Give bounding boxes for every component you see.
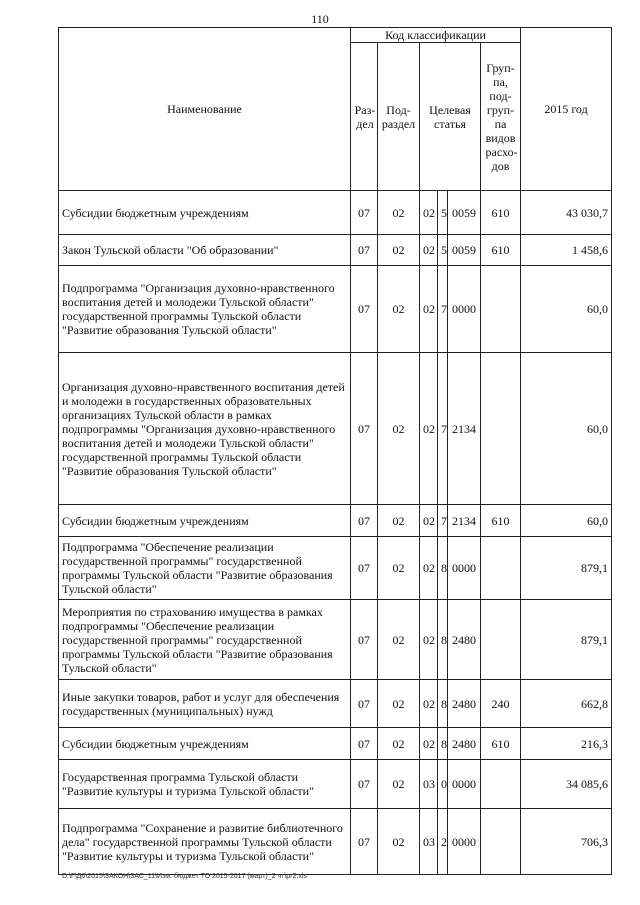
row-target-subprogram: 5 <box>438 191 448 235</box>
row-subsection: 02 <box>378 680 420 728</box>
table-row <box>59 728 612 760</box>
row-target-subprogram: 8 <box>438 537 448 600</box>
row-expense-group: 610 <box>481 235 521 266</box>
row-amount: 60,0 <box>521 505 612 537</box>
row-subsection: 02 <box>378 728 420 760</box>
row-amount: 662,8 <box>521 680 612 728</box>
row-subsection: 02 <box>378 600 420 680</box>
row-amount: 60,0 <box>521 353 612 505</box>
row-amount: 706,3 <box>521 809 612 875</box>
header-code: Код классификации <box>351 28 521 43</box>
row-target-item: 0000 <box>448 537 481 600</box>
row-target-subprogram: 5 <box>438 235 448 266</box>
row-section: 07 <box>351 235 378 266</box>
row-target-item: 2134 <box>448 353 481 505</box>
row-subsection: 02 <box>378 505 420 537</box>
table-row <box>59 537 612 600</box>
row-section: 07 <box>351 809 378 875</box>
row-section: 07 <box>351 353 378 505</box>
row-target-item: 2134 <box>448 505 481 537</box>
row-target-program: 02 <box>420 191 438 235</box>
row-amount: 1 458,6 <box>521 235 612 266</box>
row-section: 07 <box>351 760 378 809</box>
table-row <box>59 760 612 809</box>
budget-table <box>58 27 612 875</box>
header-subsection <box>378 43 420 191</box>
file-path-footer: D:\Г\Д6\2015\ЗАКОН\ЗАС_11\Изм. бюджет ТО 2015-2017 (март)_2 чт\pr2.xls <box>62 873 307 880</box>
row-target-program: 03 <box>420 760 438 809</box>
header-group <box>481 43 521 191</box>
row-section: 07 <box>351 266 378 353</box>
header-name: Наименование <box>59 28 351 191</box>
row-target-program: 02 <box>420 728 438 760</box>
row-subsection: 02 <box>378 537 420 600</box>
header-target <box>420 43 481 191</box>
row-target-program: 02 <box>420 266 438 353</box>
row-target-subprogram: 8 <box>438 600 448 680</box>
header-target-label: Целевая статья <box>429 102 471 131</box>
header-group-label: Груп-па, под-груп-па видов расхо-дов <box>485 60 518 173</box>
row-section: 07 <box>351 505 378 537</box>
row-target-subprogram: 7 <box>438 266 448 353</box>
row-name: Субсидии бюджетным учреждениям <box>59 728 351 760</box>
row-subsection: 02 <box>378 809 420 875</box>
row-section: 07 <box>351 680 378 728</box>
row-target-item: 2480 <box>448 600 481 680</box>
table-row <box>59 600 612 680</box>
row-expense-group: 610 <box>481 505 521 537</box>
row-section: 07 <box>351 728 378 760</box>
row-subsection: 02 <box>378 760 420 809</box>
row-subsection: 02 <box>378 353 420 505</box>
table-row <box>59 353 612 505</box>
row-name: Государственная программа Тульской области "Развитие культуры и туризма Тульской области" <box>59 760 351 809</box>
row-subsection: 02 <box>378 235 420 266</box>
row-section: 07 <box>351 191 378 235</box>
row-expense-group: 240 <box>481 680 521 728</box>
row-target-program: 02 <box>420 235 438 266</box>
row-target-program: 02 <box>420 505 438 537</box>
row-name: Подпрограмма "Организация духовно-нравственного воспитания детей и молодежи Тульской области" государственной программы Тульской области "Развитие образования Тульской области" <box>59 266 351 353</box>
row-name: Иные закупки товаров, работ и услуг для обеспечения государственных (муниципальных) нужд <box>59 680 351 728</box>
row-name: Мероприятия по страхованию имущества в рамках подпрограммы "Обеспечение реализации государственной программы" государственной программы Тульской области "Развитие образования Тульской области" <box>59 600 351 680</box>
row-name: Организация духовно-нравственного воспитания детей и молодежи в государственных образовательных организациях Тульской области в рамках подпрограммы "Организация духовно-нравственного воспитания детей и молодежи Тульской области" государственной программы Тульской области "Развитие образования Тульской области" <box>59 353 351 505</box>
row-section: 07 <box>351 537 378 600</box>
row-subsection: 02 <box>378 266 420 353</box>
row-target-item: 0059 <box>448 235 481 266</box>
row-target-item: 2480 <box>448 728 481 760</box>
row-subsection: 02 <box>378 191 420 235</box>
row-target-subprogram: 2 <box>438 809 448 875</box>
row-amount: 34 085,6 <box>521 760 612 809</box>
row-target-subprogram: 8 <box>438 680 448 728</box>
row-target-subprogram: 0 <box>438 760 448 809</box>
row-expense-group: 610 <box>481 728 521 760</box>
header-section <box>351 43 378 191</box>
row-name: Подпрограмма "Обеспечение реализации государственной программы" государственной программы Тульской области "Развитие образования Тульской области" <box>59 537 351 600</box>
row-target-item: 2480 <box>448 680 481 728</box>
row-name: Субсидии бюджетным учреждениям <box>59 505 351 537</box>
row-amount: 60,0 <box>521 266 612 353</box>
row-amount: 216,3 <box>521 728 612 760</box>
row-target-program: 02 <box>420 537 438 600</box>
row-expense-group <box>481 353 521 505</box>
row-amount: 43 030,7 <box>521 191 612 235</box>
row-expense-group <box>481 600 521 680</box>
row-name: Закон Тульской области "Об образовании" <box>59 235 351 266</box>
row-amount: 879,1 <box>521 600 612 680</box>
header-section-label: Раз-дел <box>354 102 376 131</box>
header-year: 2015 год <box>521 28 612 191</box>
row-target-subprogram: 7 <box>438 353 448 505</box>
row-target-item: 0000 <box>448 809 481 875</box>
row-target-program: 02 <box>420 353 438 505</box>
row-expense-group <box>481 809 521 875</box>
row-section: 07 <box>351 600 378 680</box>
table-row <box>59 505 612 537</box>
table-row <box>59 191 612 235</box>
row-expense-group <box>481 537 521 600</box>
table-row <box>59 235 612 266</box>
table-row <box>59 266 612 353</box>
row-target-program: 02 <box>420 600 438 680</box>
table-row <box>59 809 612 875</box>
row-amount: 879,1 <box>521 537 612 600</box>
header-subsection-label: Под-раздел <box>381 102 416 131</box>
row-expense-group: 610 <box>481 191 521 235</box>
row-target-program: 03 <box>420 809 438 875</box>
page-number: 110 <box>311 12 329 26</box>
row-target-program: 02 <box>420 680 438 728</box>
row-expense-group <box>481 266 521 353</box>
row-name: Подпрограмма "Сохранение и развитие библиотечного дела" государственной программы Тульской области "Развитие культуры и туризма Тульской области" <box>59 809 351 875</box>
row-expense-group <box>481 760 521 809</box>
table-row <box>59 680 612 728</box>
row-target-subprogram: 7 <box>438 505 448 537</box>
row-name: Субсидии бюджетным учреждениям <box>59 191 351 235</box>
row-target-item: 0000 <box>448 266 481 353</box>
row-target-subprogram: 8 <box>438 728 448 760</box>
row-target-item: 0000 <box>448 760 481 809</box>
row-target-item: 0059 <box>448 191 481 235</box>
